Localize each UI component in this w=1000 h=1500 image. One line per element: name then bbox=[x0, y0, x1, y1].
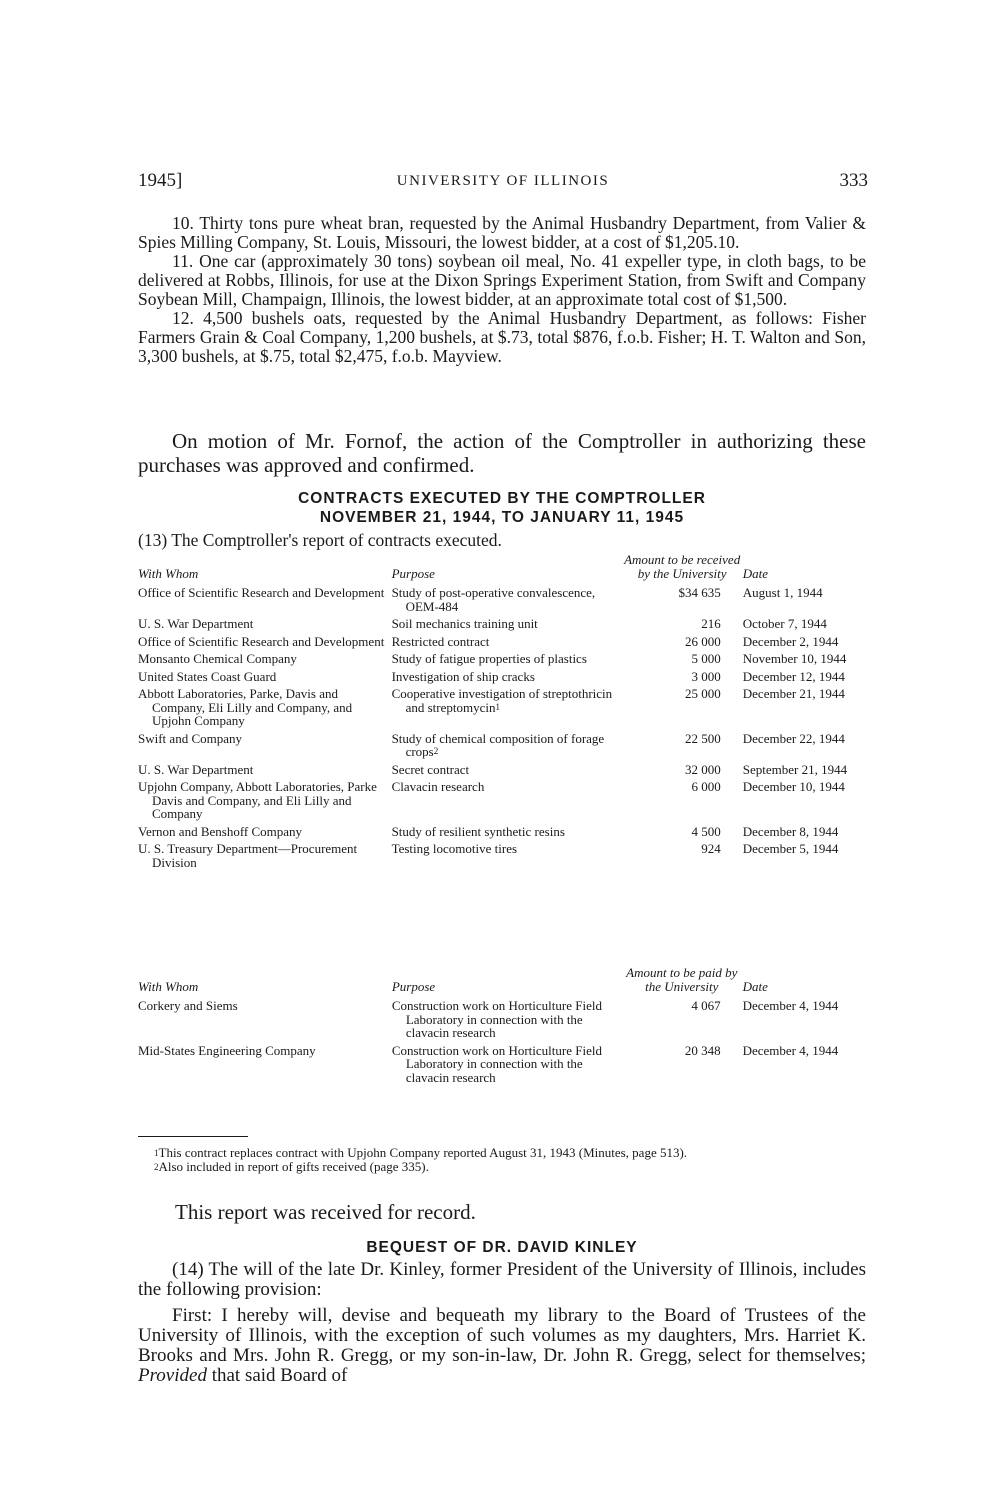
running-header bbox=[138, 170, 868, 196]
table-row bbox=[138, 842, 873, 869]
cell-amount: 216 bbox=[701, 616, 721, 631]
header-purpose: Purpose bbox=[391, 565, 435, 581]
motion-paragraph: On motion of Mr. Fornof, the action of the Comptroller in authorizing these purchases was approved and confirmed. bbox=[138, 429, 866, 477]
contracts-intro: (13) The Comptroller's report of contracts executed. bbox=[138, 530, 502, 550]
purchase-item-11 bbox=[138, 252, 866, 309]
footnote-mark: 1 bbox=[154, 1148, 159, 1158]
header-amount: Amount to be paid by the University bbox=[626, 965, 738, 994]
header-title: UNIVERSITY OF ILLINOIS bbox=[396, 173, 610, 189]
footnote-text: This contract replaces contract with Upjohn Company reported August 31, 1943 (Minutes, page 513). bbox=[158, 1145, 688, 1160]
table-row bbox=[138, 635, 873, 649]
received-note: This report was received for record. bbox=[175, 1200, 476, 1224]
cell-with-whom: Vernon and Benshoff Company bbox=[138, 823, 303, 839]
cell-date: December 12, 1944 bbox=[742, 668, 845, 684]
bequest-quote bbox=[138, 1306, 866, 1386]
cell-date: September 21, 1944 bbox=[742, 761, 848, 777]
purpose-text: Study of fatigue properties of plastics bbox=[391, 651, 587, 666]
cell-amount: 6 000 bbox=[691, 779, 721, 794]
cell-amount: 4 067 bbox=[691, 998, 721, 1013]
cell-purpose bbox=[392, 763, 622, 777]
contracts-paid-table bbox=[138, 966, 873, 1084]
cell-purpose bbox=[392, 842, 622, 869]
purpose-text: Investigation of ship cracks bbox=[391, 668, 535, 684]
cell-amount: 22 500 bbox=[685, 730, 721, 746]
footnote-reference: 1 bbox=[495, 701, 500, 712]
quote-continuation: that said Board of bbox=[211, 1365, 348, 1386]
table-row bbox=[138, 825, 873, 839]
cell-amount: 5 000 bbox=[691, 651, 721, 666]
purchase-item-12 bbox=[138, 309, 866, 366]
cell-purpose bbox=[392, 825, 622, 839]
cell-date: December 21, 1944 bbox=[742, 686, 845, 701]
item-number: 10. bbox=[172, 213, 194, 233]
purpose-text: Cooperative investigation of streptothricin and streptomycin bbox=[391, 686, 613, 715]
purpose-text: Secret contract bbox=[391, 761, 470, 777]
purpose-text: Study of post-operative convalescence, OEM-484 bbox=[391, 585, 596, 614]
cell-with-whom: Office of Scientific Research and Development bbox=[138, 585, 385, 600]
purpose-text: Clavacin research bbox=[391, 779, 485, 794]
header-date: Date bbox=[742, 565, 769, 581]
cell-with-whom: Office of Scientific Research and Development bbox=[138, 633, 385, 649]
bequest-section bbox=[138, 1260, 866, 1386]
contracts-heading-line2: NOVEMBER 21, 1944, TO JANUARY 11, 1945 bbox=[319, 509, 685, 526]
cell-date: November 10, 1944 bbox=[742, 651, 847, 666]
table-row bbox=[138, 687, 873, 728]
cell-date: December 5, 1944 bbox=[742, 841, 839, 856]
cell-date: December 4, 1944 bbox=[742, 1042, 839, 1058]
bequest-heading: BEQUEST OF DR. DAVID KINLEY bbox=[366, 1239, 638, 1256]
item-number: 11. bbox=[172, 251, 194, 271]
cell-with-whom: U. S. War Department bbox=[138, 761, 254, 777]
cell-with-whom: Monsanto Chemical Company bbox=[138, 651, 297, 666]
cell-date: August 1, 1944 bbox=[742, 585, 823, 600]
item-text: One car (approximately 30 tons) soybean oil meal, No. 41 expeller type, in cloth bags, to be delivered at Robbs, Illinois, for use at the Dixon Springs Experiment Station, from Swift and Company Soybean Mill, Champaign, Illinois, the lowest bidder, at an approximate total cost of $1,500. bbox=[138, 251, 866, 309]
footnote-divider bbox=[138, 1136, 248, 1137]
table-header-row bbox=[138, 553, 873, 580]
contracts-received-table bbox=[138, 553, 873, 869]
contracts-heading bbox=[138, 489, 866, 527]
cell-amount: 924 bbox=[701, 841, 721, 856]
header-amount: Amount to be received by the University bbox=[624, 552, 741, 581]
quote-text: First: I hereby will, devise and bequeath my library to the Board of Trustees of the University of Illinois, with the exception of such volumes as my daughters, Mrs. Harriet K. Brooks and Mrs. John R. Gregg, or my son-in-law, Dr. John R. Gregg, select for themselves; bbox=[138, 1305, 866, 1366]
table-header-row bbox=[138, 966, 873, 993]
purpose-text: Study of chemical composition of forage crops bbox=[391, 730, 605, 759]
cell-date: December 8, 1944 bbox=[742, 823, 839, 839]
cell-with-whom: Abbott Laboratories, Parke, Davis and Company, Eli Lilly and Company, and Upjohn Company bbox=[138, 686, 353, 728]
footnote-mark: 2 bbox=[154, 1162, 159, 1172]
table-row bbox=[138, 999, 873, 1040]
purpose-text: Study of resilient synthetic resins bbox=[391, 823, 565, 839]
header-year: 1945] bbox=[138, 170, 183, 191]
table-row bbox=[138, 652, 873, 666]
footnotes bbox=[138, 1146, 866, 1174]
table-row bbox=[138, 732, 873, 759]
table-row bbox=[138, 670, 873, 684]
cell-date: December 2, 1944 bbox=[742, 633, 839, 649]
received-table-body bbox=[138, 586, 873, 869]
cell-purpose bbox=[392, 670, 622, 684]
cell-purpose bbox=[392, 999, 621, 1040]
bequest-intro: (14) The will of the late Dr. Kinley, former President of the University of Illinois, includes the following provision: bbox=[138, 1259, 866, 1300]
contracts-heading-line1: CONTRACTS EXECUTED BY THE COMPTROLLER bbox=[298, 490, 706, 507]
footnote-reference: 2 bbox=[433, 746, 439, 756]
cell-date: December 4, 1944 bbox=[742, 998, 839, 1013]
header-with-whom: With Whom bbox=[138, 565, 199, 581]
cell-with-whom: U. S. Treasury Department—Procurement Division bbox=[138, 841, 358, 870]
cell-with-whom: Swift and Company bbox=[138, 730, 242, 746]
footnote-2 bbox=[138, 1160, 866, 1174]
cell-date: December 22, 1944 bbox=[742, 730, 845, 746]
table-row bbox=[138, 780, 873, 821]
header-with-whom: With Whom bbox=[138, 978, 199, 994]
cell-purpose bbox=[392, 586, 622, 613]
item-number: 12. bbox=[172, 308, 194, 328]
cell-amount: 4 500 bbox=[691, 823, 721, 839]
page-number: 333 bbox=[839, 170, 868, 191]
table-row bbox=[138, 1044, 873, 1085]
item-text: 4,500 bushels oats, requested by the Animal Husbandry Department, as follows: Fisher Farmers Grain & Coal Company, 1,200 bushels, at $.73, total $876, f.o.b. Fisher; H. T. Walton and Son, 3,300 bushels, at $.75, total $2,475, f.o.b. Mayview. bbox=[138, 308, 867, 366]
purpose-text: Testing locomotive tires bbox=[391, 841, 518, 856]
cell-amount: 26 000 bbox=[685, 633, 721, 649]
cell-amount: $34 635 bbox=[678, 585, 721, 600]
purpose-text: Restricted contract bbox=[391, 633, 490, 649]
cell-with-whom: United States Coast Guard bbox=[138, 668, 277, 684]
cell-purpose bbox=[392, 687, 622, 728]
purchase-items bbox=[138, 214, 866, 366]
cell-purpose bbox=[392, 780, 622, 821]
table-row bbox=[138, 586, 873, 613]
quote-italic: Provided bbox=[138, 1365, 207, 1386]
purchase-item-10 bbox=[138, 214, 866, 252]
cell-purpose bbox=[392, 732, 622, 759]
cell-amount: 3 000 bbox=[691, 668, 721, 684]
purpose-text: Soil mechanics training unit bbox=[391, 616, 538, 631]
footnote-1 bbox=[138, 1146, 866, 1160]
purpose-text: Construction work on Horticulture Field Laboratory in connection with the clavacin research bbox=[391, 1042, 602, 1085]
cell-purpose bbox=[392, 652, 622, 666]
item-text: Thirty tons pure wheat bran, requested by the Animal Husbandry Department, from Valier & Spies Milling Company, St. Louis, Missouri, the lowest bidder, at a cost of $1,205.10. bbox=[138, 213, 867, 252]
cell-amount: 32 000 bbox=[685, 761, 721, 777]
paid-table-body bbox=[138, 999, 873, 1084]
cell-date: December 10, 1944 bbox=[742, 779, 845, 794]
header-date: Date bbox=[742, 978, 768, 994]
cell-with-whom: U. S. War Department bbox=[138, 616, 254, 631]
table-row bbox=[138, 617, 873, 631]
cell-with-whom: Mid-States Engineering Company bbox=[138, 1042, 316, 1058]
cell-with-whom: Corkery and Siems bbox=[138, 998, 238, 1013]
purpose-text: Construction work on Horticulture Field Laboratory in connection with the clavacin research bbox=[391, 998, 602, 1040]
cell-amount: 25 000 bbox=[685, 686, 721, 701]
cell-purpose bbox=[392, 635, 622, 649]
cell-with-whom: Upjohn Company, Abbott Laboratories, Parke Davis and Company, and Eli Lilly and Company bbox=[138, 779, 377, 821]
cell-purpose bbox=[392, 1044, 621, 1085]
header-purpose: Purpose bbox=[391, 978, 436, 994]
cell-date: October 7, 1944 bbox=[742, 616, 827, 631]
table-row bbox=[138, 763, 873, 777]
cell-purpose bbox=[392, 617, 622, 631]
footnote-text: Also included in report of gifts received (page 335). bbox=[158, 1159, 429, 1174]
cell-amount: 20 348 bbox=[684, 1042, 721, 1058]
